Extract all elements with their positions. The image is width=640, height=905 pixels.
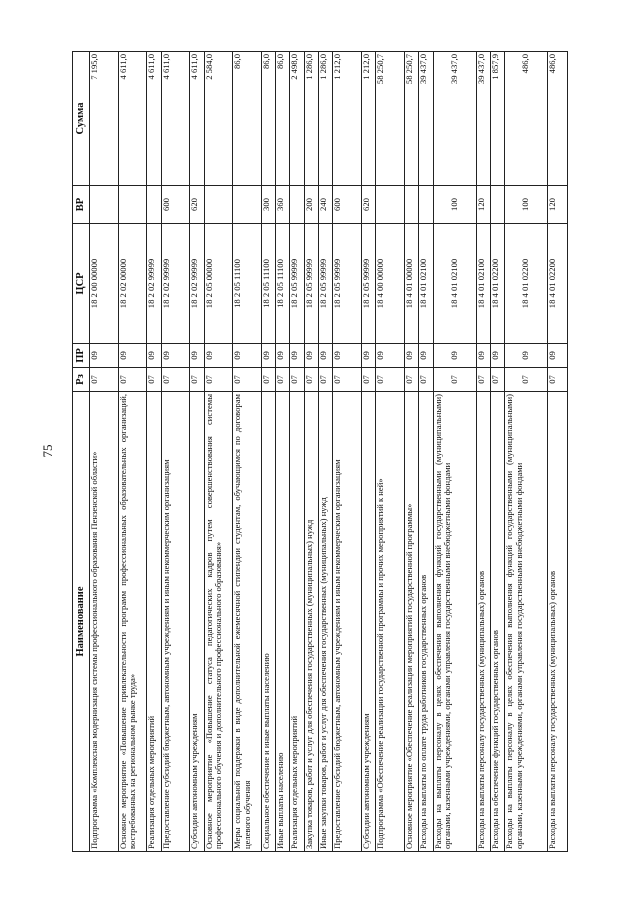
- cell-rz: 07: [376, 368, 405, 392]
- cell-pr: 09: [433, 344, 476, 368]
- cell-name: Реализация отдельных мероприятий: [147, 392, 161, 852]
- cell-name: Основное мероприятие «Повышение привлекательности программ профессиональных образовательных организаций, востребованных на региональном рынке труда»: [118, 392, 147, 852]
- cell-sum: 39 437,0: [433, 52, 476, 186]
- table-row: [319, 52, 333, 852]
- table-row: [362, 52, 376, 852]
- table-row: [233, 52, 262, 852]
- cell-pr: 09: [276, 344, 290, 368]
- cell-csr: 18 2 02 99999: [147, 224, 161, 344]
- table-row: [304, 52, 318, 852]
- cell-name: Предоставление субсидий бюджетным, автономным учреждениям и иным некоммерческим организациям: [333, 392, 362, 852]
- header-rz: Рз: [73, 368, 90, 392]
- cell-vr: [290, 186, 304, 224]
- cell-rz: 07: [233, 368, 262, 392]
- cell-sum: 1 857,9: [490, 52, 504, 186]
- cell-vr: 240: [319, 186, 333, 224]
- cell-vr: [204, 186, 233, 224]
- cell-rz: 07: [290, 368, 304, 392]
- cell-pr: 09: [333, 344, 362, 368]
- cell-csr: 18 2 05 99999: [362, 224, 376, 344]
- header-vr: ВР: [73, 186, 90, 224]
- cell-pr: 09: [376, 344, 405, 368]
- cell-name: Расходы на выплаты по оплате труда работников государственных органов: [419, 392, 433, 852]
- cell-sum: 1 286,0: [304, 52, 318, 186]
- cell-pr: 09: [476, 344, 490, 368]
- cell-vr: 620: [190, 186, 204, 224]
- table-row: [433, 52, 476, 852]
- cell-name: Субсидии автономным учреждениям: [190, 392, 204, 852]
- cell-name: Иные закупки товаров, работ и услуг для обеспечения государственных (муниципальных) нужд: [319, 392, 333, 852]
- cell-rz: 07: [204, 368, 233, 392]
- cell-rz: 07: [118, 368, 147, 392]
- header-sum: Сумма: [73, 52, 90, 186]
- cell-name: Основное мероприятие «Обеспечение реализации мероприятий государственной программы»: [404, 392, 418, 852]
- cell-name: Закупка товаров, работ и услуг для обеспечения государственных (муниципальных) нужд: [304, 392, 318, 852]
- cell-sum: 7 195,0: [90, 52, 119, 186]
- cell-rz: 07: [261, 368, 275, 392]
- cell-name: Подпрограмма «Комплексная модернизация системы профессионального образования Пензенской области»: [90, 392, 119, 852]
- cell-vr: [147, 186, 161, 224]
- cell-csr: 18 2 05 11100: [261, 224, 275, 344]
- cell-csr: 18 2 05 11100: [233, 224, 262, 344]
- cell-pr: 09: [548, 344, 568, 368]
- cell-rz: 07: [190, 368, 204, 392]
- cell-csr: 18 4 01 02100: [476, 224, 490, 344]
- cell-vr: [490, 186, 504, 224]
- cell-csr: 18 2 00 00000: [90, 224, 119, 344]
- cell-sum: 86,0: [261, 52, 275, 186]
- cell-pr: 09: [362, 344, 376, 368]
- cell-name: Расходы на выплаты персоналу в целях обеспечения выполнения функций государственными (муниципальными) органами, казенными учреждениями, органами управления государственными внебюджетными фондами: [433, 392, 476, 852]
- cell-pr: 09: [90, 344, 119, 368]
- cell-name: Реализация отдельных мероприятий: [290, 392, 304, 852]
- budget-table: [72, 51, 568, 852]
- cell-rz: 07: [319, 368, 333, 392]
- cell-rz: 07: [90, 368, 119, 392]
- cell-name: Предоставление субсидий бюджетным, автономным учреждениям и иным некоммерческим организациям: [161, 392, 190, 852]
- table-row: [505, 52, 548, 852]
- cell-sum: 4 611,0: [147, 52, 161, 186]
- table-row: [490, 52, 504, 852]
- header-csr: ЦСР: [73, 224, 90, 344]
- cell-sum: 486,0: [505, 52, 548, 186]
- cell-csr: 18 2 05 99999: [333, 224, 362, 344]
- cell-pr: 09: [161, 344, 190, 368]
- table-row: [190, 52, 204, 852]
- cell-name: Расходы на выплаты персоналу государственных (муниципальных) органов: [548, 392, 568, 852]
- cell-vr: 100: [433, 186, 476, 224]
- table-row: [276, 52, 290, 852]
- cell-csr: 18 2 02 00000: [118, 224, 147, 344]
- cell-csr: 18 4 01 02200: [505, 224, 548, 344]
- cell-sum: 4 611,0: [161, 52, 190, 186]
- cell-vr: [404, 186, 418, 224]
- cell-csr: 18 4 01 02100: [419, 224, 433, 344]
- table-row: [404, 52, 418, 852]
- table-row: [476, 52, 490, 852]
- cell-vr: 120: [548, 186, 568, 224]
- cell-vr: [376, 186, 405, 224]
- cell-csr: 18 4 01 02200: [548, 224, 568, 344]
- cell-name: Субсидии автономным учреждениям: [362, 392, 376, 852]
- cell-name: Расходы на обеспечение функций государственных органов: [490, 392, 504, 852]
- header-name: Наименование: [73, 392, 90, 852]
- cell-csr: 18 4 01 02100: [433, 224, 476, 344]
- cell-csr: 18 2 05 99999: [319, 224, 333, 344]
- cell-rz: 07: [333, 368, 362, 392]
- cell-rz: 07: [404, 368, 418, 392]
- table-row: [90, 52, 119, 852]
- cell-rz: 07: [433, 368, 476, 392]
- cell-pr: 09: [505, 344, 548, 368]
- cell-rz: 07: [161, 368, 190, 392]
- cell-vr: [90, 186, 119, 224]
- cell-sum: 1 212,0: [362, 52, 376, 186]
- cell-pr: 09: [419, 344, 433, 368]
- cell-vr: 600: [161, 186, 190, 224]
- table-row: [548, 52, 568, 852]
- cell-sum: 2 498,0: [290, 52, 304, 186]
- cell-csr: 18 2 05 99999: [290, 224, 304, 344]
- cell-sum: 1 286,0: [319, 52, 333, 186]
- cell-vr: 300: [261, 186, 275, 224]
- table-row: [376, 52, 405, 852]
- cell-sum: 4 611,0: [118, 52, 147, 186]
- cell-csr: 18 2 02 99999: [190, 224, 204, 344]
- cell-csr: 18 2 05 99999: [304, 224, 318, 344]
- cell-vr: 620: [362, 186, 376, 224]
- cell-rz: 07: [362, 368, 376, 392]
- cell-vr: [118, 186, 147, 224]
- cell-pr: 09: [147, 344, 161, 368]
- table-row: [419, 52, 433, 852]
- cell-vr: 100: [505, 186, 548, 224]
- cell-sum: 86,0: [276, 52, 290, 186]
- cell-vr: 120: [476, 186, 490, 224]
- cell-pr: 09: [118, 344, 147, 368]
- table-row: [147, 52, 161, 852]
- cell-sum: 39 437,0: [419, 52, 433, 186]
- cell-rz: 07: [419, 368, 433, 392]
- cell-pr: 09: [319, 344, 333, 368]
- cell-name: Основное мероприятие «Повышение статуса педагогических кадров путем совершенствования системы профессионального обучения и дополнительного профессионального образования»: [204, 392, 233, 852]
- cell-sum: 58 250,7: [404, 52, 418, 186]
- cell-vr: 200: [304, 186, 318, 224]
- cell-name: Подпрограмма «Обеспечение реализации государственной программы и прочих мероприятий к ней»: [376, 392, 405, 852]
- table-row: [333, 52, 362, 852]
- cell-pr: 09: [204, 344, 233, 368]
- cell-rz: 07: [490, 368, 504, 392]
- cell-pr: 09: [490, 344, 504, 368]
- cell-vr: [233, 186, 262, 224]
- cell-pr: 09: [404, 344, 418, 368]
- cell-rz: 07: [505, 368, 548, 392]
- cell-rz: 07: [304, 368, 318, 392]
- cell-name: Расходы на выплаты персоналу государственных (муниципальных) органов: [476, 392, 490, 852]
- cell-pr: 09: [190, 344, 204, 368]
- cell-csr: 18 2 05 00000: [204, 224, 233, 344]
- cell-csr: 18 2 05 11100: [276, 224, 290, 344]
- rotated-table-container: [72, 52, 568, 852]
- cell-pr: 09: [261, 344, 275, 368]
- cell-vr: 600: [333, 186, 362, 224]
- table-row: [161, 52, 190, 852]
- table-row: [204, 52, 233, 852]
- cell-sum: 1 212,0: [333, 52, 362, 186]
- table-row: [261, 52, 275, 852]
- cell-sum: 486,0: [548, 52, 568, 186]
- table-body: [90, 52, 568, 852]
- header-pr: ПР: [73, 344, 90, 368]
- cell-csr: 18 2 02 99999: [161, 224, 190, 344]
- cell-pr: 09: [233, 344, 262, 368]
- cell-csr: 18 4 01 02200: [490, 224, 504, 344]
- cell-name: Социальное обеспечение и иные выплаты населению: [261, 392, 275, 852]
- cell-sum: 2 584,0: [204, 52, 233, 186]
- cell-rz: 07: [147, 368, 161, 392]
- cell-sum: 4 611,0: [190, 52, 204, 186]
- cell-pr: 09: [304, 344, 318, 368]
- cell-sum: 39 437,0: [476, 52, 490, 186]
- cell-csr: 18 4 01 00000: [404, 224, 418, 344]
- page-number: 75: [40, 444, 55, 458]
- table-row: [290, 52, 304, 852]
- cell-rz: 07: [548, 368, 568, 392]
- cell-name: Иные выплаты населению: [276, 392, 290, 852]
- table-row: [118, 52, 147, 852]
- cell-rz: 07: [476, 368, 490, 392]
- cell-sum: 86,0: [233, 52, 262, 186]
- cell-rz: 07: [276, 368, 290, 392]
- cell-sum: 58 250,7: [376, 52, 405, 186]
- cell-vr: 360: [276, 186, 290, 224]
- cell-vr: [419, 186, 433, 224]
- cell-name: Расходы на выплаты персоналу в целях обеспечения выполнения функций государственными (муниципальными) органами, казенными учреждениями, органами управления государственными внебюджетными фондами: [505, 392, 548, 852]
- cell-pr: 09: [290, 344, 304, 368]
- cell-name: Меры социальной поддержки в виде дополнительной ежемесячной стипендии студентам, обучающимся по договорам целевого обучения: [233, 392, 262, 852]
- cell-csr: 18 4 00 00000: [376, 224, 405, 344]
